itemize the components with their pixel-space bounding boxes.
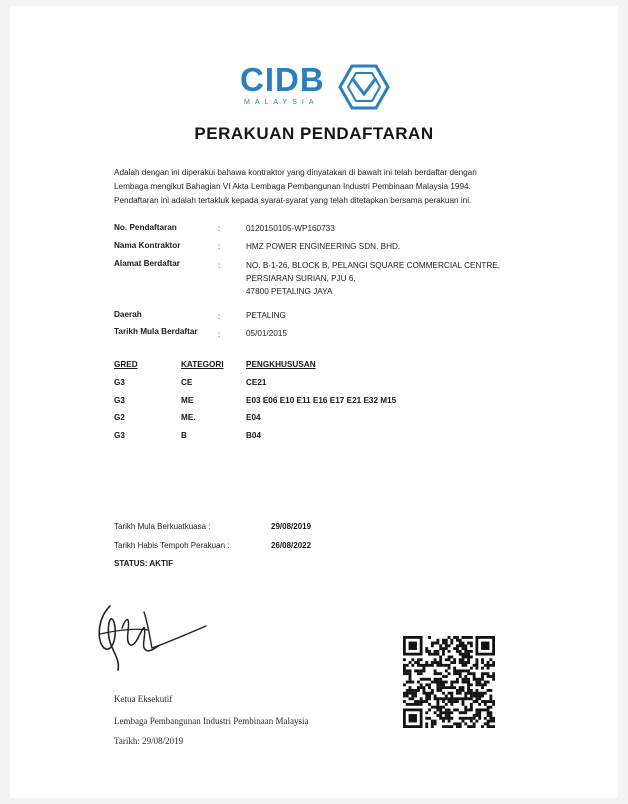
cell-gred: G3 — [114, 431, 125, 440]
cell-pengkhususan: B04 — [246, 431, 262, 440]
logo-wordmark: CIDB — [240, 61, 325, 98]
colon: : — [218, 261, 221, 270]
colon: : — [218, 242, 221, 251]
header-kategori: KATEGORI — [181, 360, 224, 369]
cell-pengkhususan: E03 E06 E10 E11 E16 E17 E21 E32 M15 — [246, 396, 397, 405]
cell-pengkhususan: CE21 — [246, 378, 267, 387]
value-nama-kontraktor: HMZ POWER ENGINEERING SDN. BHD. — [246, 242, 401, 251]
intro-paragraph — [114, 166, 524, 208]
cell-kategori: CE — [181, 378, 193, 387]
status-text: STATUS: AKTIF — [114, 559, 173, 568]
label-mula-berkuatkuasa: Tarikh Mula Berkuatkuasa : — [114, 522, 211, 531]
colon: : — [218, 312, 221, 321]
label-habis-tempoh: Tarikh Habis Tempoh Perakuan : — [114, 541, 230, 550]
value-daerah: PETALING — [246, 311, 286, 320]
value-tarikh-mula: 05/01/2015 — [246, 329, 287, 338]
colon: : — [218, 224, 221, 233]
alamat-line: NO. B-1-26, BLOCK B, PELANGI SQUARE COMMERCIAL CENTRE, — [246, 261, 501, 270]
intro-line: Lembaga mengikut Bahagian VI Akta Lembaga Pembangunan Industri Pembinaan Malaysia 1994. — [114, 182, 471, 191]
header-gred: GRED — [114, 360, 138, 369]
label-alamat: Alamat Berdaftar — [114, 259, 180, 268]
label-no-pendaftaran: No. Pendaftaran — [114, 223, 177, 232]
cell-kategori: ME — [181, 396, 194, 405]
intro-line: Adalah dengan ini diperakui bahawa kontraktor yang dinyatakan di bawah ini telah berdaftar dengan — [114, 168, 477, 177]
page-title: PERAKUAN PENDAFTARAN — [194, 124, 434, 143]
cell-kategori: ME. — [181, 413, 196, 422]
alamat-line: 47800 PETALING JAYA — [246, 287, 333, 296]
cell-pengkhususan: E04 — [246, 413, 261, 422]
cidb-hexagon-mark-icon — [338, 64, 390, 110]
label-tarikh-mula: Tarikh Mula Berdaftar — [114, 327, 198, 336]
qr-code-icon — [403, 636, 495, 728]
value-alamat — [246, 259, 500, 298]
signatory-organisation: Lembaga Pembangunan Industri Pembinaan Malaysia — [114, 716, 309, 726]
cidb-logo — [240, 62, 390, 112]
signature-date: Tarikh: 29/08/2019 — [114, 736, 184, 746]
label-nama-kontraktor: Nama Kontraktor — [114, 241, 181, 250]
intro-line: Pendaftaran ini adalah tertakluk kepada syarat-syarat yang telah ditetapkan bersama perakuan ini. — [114, 196, 472, 205]
logo-country: MALAYSIA — [244, 99, 319, 106]
label-daerah: Daerah — [114, 310, 142, 319]
header-pengkhususan: PENGKHUSUSAN — [246, 360, 316, 369]
handwritten-signature — [88, 588, 238, 678]
cell-gred: G2 — [114, 413, 125, 422]
cell-gred: G3 — [114, 378, 125, 387]
signatory-position: Ketua Eksekutif — [114, 694, 173, 704]
colon: : — [218, 330, 221, 339]
alamat-line: PERSIARAN SURIAN, PJU 6, — [246, 274, 356, 283]
value-mula-berkuatkuasa: 29/08/2019 — [271, 522, 312, 531]
cell-kategori: B — [181, 431, 187, 440]
cell-gred: G3 — [114, 396, 125, 405]
value-no-pendaftaran: 0120150105-WP160733 — [246, 224, 335, 233]
value-habis-tempoh: 26/08/2022 — [271, 541, 312, 550]
